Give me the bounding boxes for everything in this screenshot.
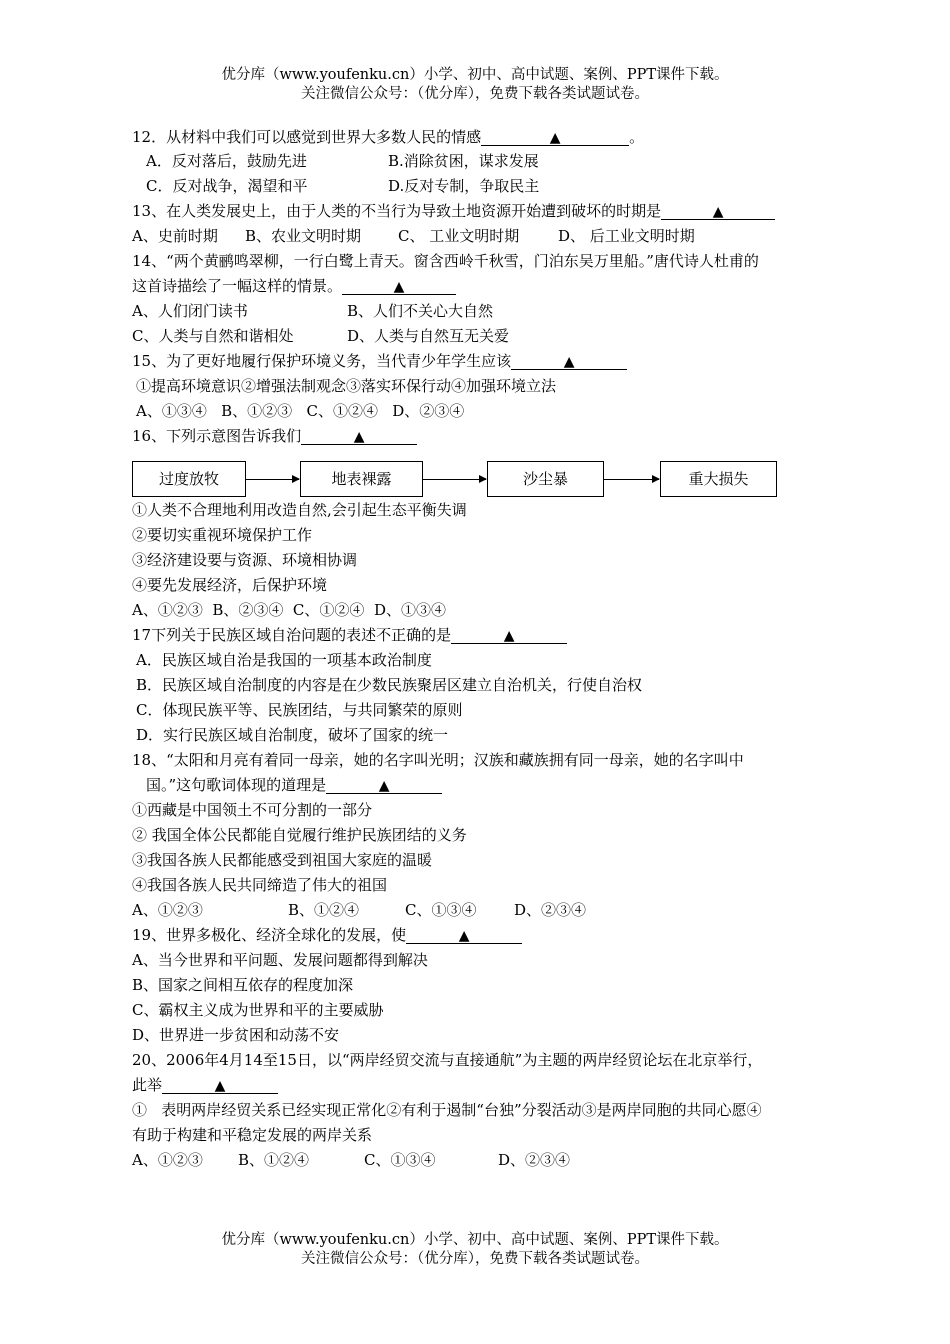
q14-option-b: B、人们不关心大自然 [347,302,494,320]
q16-stem: 16、下列示意图告诉我们 [132,427,302,445]
q18-option-c: C、①③④ [405,901,477,919]
q12-option-d: D.反对专制，争取民主 [388,177,540,195]
q19-option-d: D、世界进一步贫困和动荡不安 [132,1026,340,1044]
q18-item-1: ①西藏是中国领土不可分割的一部分 [132,801,373,819]
q18-stem-2: 国。”这句歌词体现的道理是 [146,776,327,794]
question-20 [132,1075,278,1095]
footer-line-2: 关注微信公众号：（优分库），免费下载各类试题试卷。 [301,1251,649,1267]
q14-stem-2: 这首诗描绘了一幅这样的情景。 [132,277,343,295]
q17-option-a: A．民族区域自治是我国的一项基本政治制度 [136,651,432,669]
q12-option-b: B.消除贫困，谋求发展 [388,152,539,170]
question-18 [146,775,442,795]
question-19 [132,925,522,945]
q12-option-c: C．反对战争，渴望和平 [146,177,308,195]
q13-stem: 13、在人类发展史上，由于人类的不当行为导致土地资源开始遭到破坏的时期是 [132,202,662,220]
flow-box-sandstorm: 沙尘暴 [487,461,604,497]
question-14 [132,276,456,296]
q14-option-c: C、人类与自然和谐相处 [132,327,294,345]
question-13 [132,201,775,221]
header-line-1: 优分库（www.youfenku.cn）小学、初中、高中试题、案例、PPT课件下载。 [221,67,729,83]
answer-blank[interactable]: ▲ [661,203,775,220]
answer-blank[interactable]: ▲ [342,278,456,295]
q13-option-d: D、 后工业文明时期 [558,227,695,245]
question-17 [132,625,567,645]
q19-option-a: A、当今世界和平问题、发展问题都得到解决 [132,951,428,969]
flow-box-overgrazing: 过度放牧 [132,461,246,497]
q17-option-c: C．体现民族平等、民族团结，与共同繁荣的原则 [136,701,463,719]
q17-option-d: D．实行民族区域自治制度，破坏了国家的统一 [136,726,449,744]
q16-item-1: ①人类不合理地利用改造自然,会引起生态平衡失调 [132,501,467,519]
q18-item-2: ② 我国全体公民都能自觉履行维护民族团结的义务 [132,826,467,844]
answer-blank[interactable]: ▲ [451,627,567,644]
q18-option-a: A、①②③ [132,901,203,919]
q17-option-b: B．民族区域自治制度的内容是在少数民族聚居区建立自治机关，行使自治权 [136,676,643,694]
q18-stem-1: 18、“太阳和月亮有着同一母亲，她的名字叫光明；汉族和藏族拥有同一母亲，她的名字叫中 [132,751,744,769]
q16-item-2: ②要切实重视环境保护工作 [132,526,313,544]
q20-stem-1: 20、2006年4月14至15日，以“两岸经贸交流与直接通航”为主题的两岸经贸论坛在北京举行， [132,1051,763,1069]
flow-box-bare-surface: 地表裸露 [300,461,423,497]
q20-option-d: D、②③④ [498,1151,571,1169]
flow-box-major-loss: 重大损失 [660,461,777,497]
q20-items-2: 有助于构建和平稳定发展的两岸关系 [132,1126,373,1144]
q13-option-b: B、农业文明时期 [245,227,362,245]
q14-option-d: D、人类与自然互无关爱 [347,327,510,345]
answer-blank[interactable]: ▲ [162,1077,278,1094]
q19-option-c: C、霸权主义成为世界和平的主要威胁 [132,1001,384,1019]
q20-stem-2: 此举 [132,1076,163,1094]
q13-option-c: C、 工业文明时期 [398,227,520,245]
q15-items: ①提高环境意识②增强法制观念③落实环保行动④加强环境立法 [136,377,557,395]
q18-option-b: B、①②④ [288,901,360,919]
flow-arrow [604,479,659,480]
question-16 [132,426,417,446]
flow-arrow [423,479,486,480]
answer-blank[interactable]: ▲ [511,353,627,370]
q16-item-3: ③经济建设要与资源、环境相协调 [132,551,358,569]
q14-option-a: A、人们闭门读书 [132,302,248,320]
q16-options: A、①②③ B、②③④ C、①②④ D、①③④ [132,601,446,619]
q16-item-4: ④要先发展经济，后保护环境 [132,576,328,594]
answer-blank[interactable]: ▲ [326,777,442,794]
q18-item-4: ④我国各族人民共同缔造了伟大的祖国 [132,876,388,894]
header-line-2: 关注微信公众号：（优分库），免费下载各类试题试卷。 [301,86,649,102]
question-15 [132,351,627,371]
q18-item-3: ③我国各族人民都能感受到祖国大家庭的温暖 [132,851,433,869]
q12-stem: 12．从材料中我们可以感觉到世界大多数人民的情感 [132,128,482,146]
q14-stem-1: 14、“两个黄鹂鸣翠柳，一行白鹭上青天。窗含西岭千秋雪，门泊东吴万里船。”唐代诗人杜甫的 [132,252,759,270]
answer-blank[interactable]: ▲ [481,129,629,146]
q20-option-a: A、①②③ [132,1151,203,1169]
q19-stem: 19、世界多极化、经济全球化的发展，使 [132,926,407,944]
q12-end: 。 [629,128,645,146]
footer-line-1: 优分库（www.youfenku.cn）小学、初中、高中试题、案例、PPT课件下载。 [221,1232,729,1248]
q19-option-b: B、国家之间相互依存的程度加深 [132,976,354,994]
q20-option-c: C、①③④ [364,1151,436,1169]
q15-options: A、①③④ B、①②③ C、①②④ D、②③④ [136,402,465,420]
q18-option-d: D、②③④ [514,901,587,919]
question-12 [132,127,644,147]
answer-blank[interactable]: ▲ [301,428,417,445]
flow-arrow [246,479,299,480]
answer-blank[interactable]: ▲ [406,927,522,944]
q13-option-a: A、史前时期 [132,227,218,245]
q17-stem: 17下列关于民族区域自治问题的表述不正确的是 [132,626,452,644]
q20-items-1: ① 表明两岸经贸关系已经实现正常化②有利于遏制“台独”分裂活动③是两岸同胞的共同心愿④ [132,1101,762,1119]
q12-option-a: A．反对落后，鼓励先进 [146,152,307,170]
q15-stem: 15、为了更好地履行保护环境义务，当代青少年学生应该 [132,352,512,370]
q20-option-b: B、①②④ [238,1151,310,1169]
